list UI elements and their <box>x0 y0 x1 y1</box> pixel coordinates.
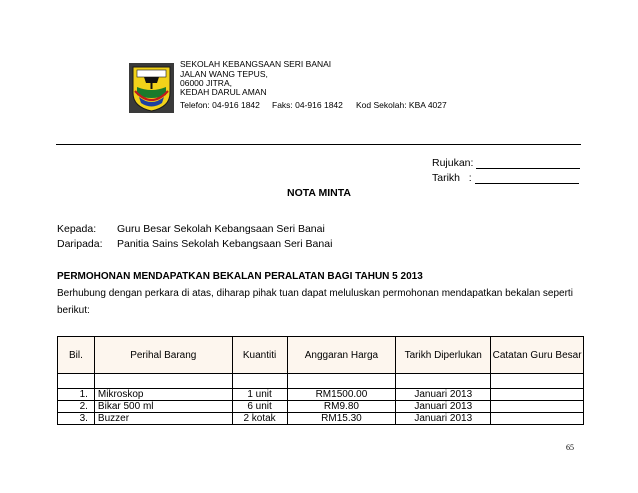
row-kuantiti: 6 unit <box>232 401 287 413</box>
row-catatan <box>491 401 584 413</box>
table-row <box>58 413 584 425</box>
school-logo <box>129 63 174 113</box>
address-line-2: 06000 JITRA, <box>180 78 232 88</box>
tarikh-label: Tarikh : <box>432 172 472 184</box>
subject-heading: PERMOHONAN MENDAPATKAN BEKALAN PERALATAN BAGI TAHUN 5 2013 <box>57 271 423 282</box>
school-name: SEKOLAH KEBANGSAAN SERI BANAI <box>180 59 332 69</box>
row-bil: 1. <box>58 389 95 401</box>
kepada-label: Kepada: <box>57 223 97 235</box>
header-divider <box>56 144 581 145</box>
kepada-value: Guru Besar Sekolah Kebangsaan Seri Banai <box>117 223 325 235</box>
table-header-row <box>58 337 584 374</box>
header-bil: Bil. <box>58 337 95 374</box>
rujukan-field[interactable] <box>476 157 580 169</box>
row-harga: RM15.30 <box>287 413 396 425</box>
faks-text: Faks: 04-916 1842 <box>272 100 343 110</box>
daripada-value: Panitia Sains Sekolah Kebangsaan Seri Banai <box>117 238 333 250</box>
tarikh-field[interactable] <box>475 172 579 184</box>
row-tarikh: Januari 2013 <box>396 401 491 413</box>
header-tarikh-diperlukan: Tarikh Diperlukan <box>396 337 491 374</box>
row-bil: 2. <box>58 401 95 413</box>
table-row <box>58 389 584 401</box>
header-catatan-guru-besar: Catatan Guru Besar <box>491 337 584 374</box>
table-row <box>58 401 584 413</box>
page-number: 65 <box>566 443 574 452</box>
row-kuantiti: 2 kotak <box>232 413 287 425</box>
kod-sekolah-text: Kod Sekolah: KBA 4027 <box>356 100 447 110</box>
document-title: NOTA MINTA <box>287 187 351 199</box>
table-spacer-row <box>58 374 584 389</box>
rujukan-label: Rujukan: <box>432 157 474 169</box>
body-line-1: Berhubung dengan perkara di atas, diharap pihak tuan dapat meluluskan permohonan mendapatkan bekalan seperti <box>57 288 573 299</box>
row-catatan <box>491 413 584 425</box>
row-kuantiti: 1 unit <box>232 389 287 401</box>
row-harga: RM9.80 <box>287 401 396 413</box>
telefon-text: Telefon: 04-916 1842 <box>180 100 260 110</box>
header-anggaran-harga: Anggaran Harga <box>287 337 396 374</box>
row-tarikh: Januari 2013 <box>396 389 491 401</box>
row-item: Mikroskop <box>94 389 232 401</box>
row-item: Buzzer <box>94 413 232 425</box>
rujukan-row <box>432 157 580 169</box>
body-line-2: berikut: <box>57 305 90 316</box>
row-bil: 3. <box>58 413 95 425</box>
address-line-1: JALAN WANG TEPUS, <box>180 69 268 79</box>
daripada-label: Daripada: <box>57 238 103 250</box>
row-item: Bikar 500 ml <box>94 401 232 413</box>
tarikh-row <box>432 172 579 184</box>
request-table <box>57 336 584 425</box>
header-perihal-barang: Perihal Barang <box>94 337 232 374</box>
row-harga: RM1500.00 <box>287 389 396 401</box>
header-kuantiti: Kuantiti <box>232 337 287 374</box>
row-tarikh: Januari 2013 <box>396 413 491 425</box>
address-line-3: KEDAH DARUL AMAN <box>180 87 267 97</box>
row-catatan <box>491 389 584 401</box>
